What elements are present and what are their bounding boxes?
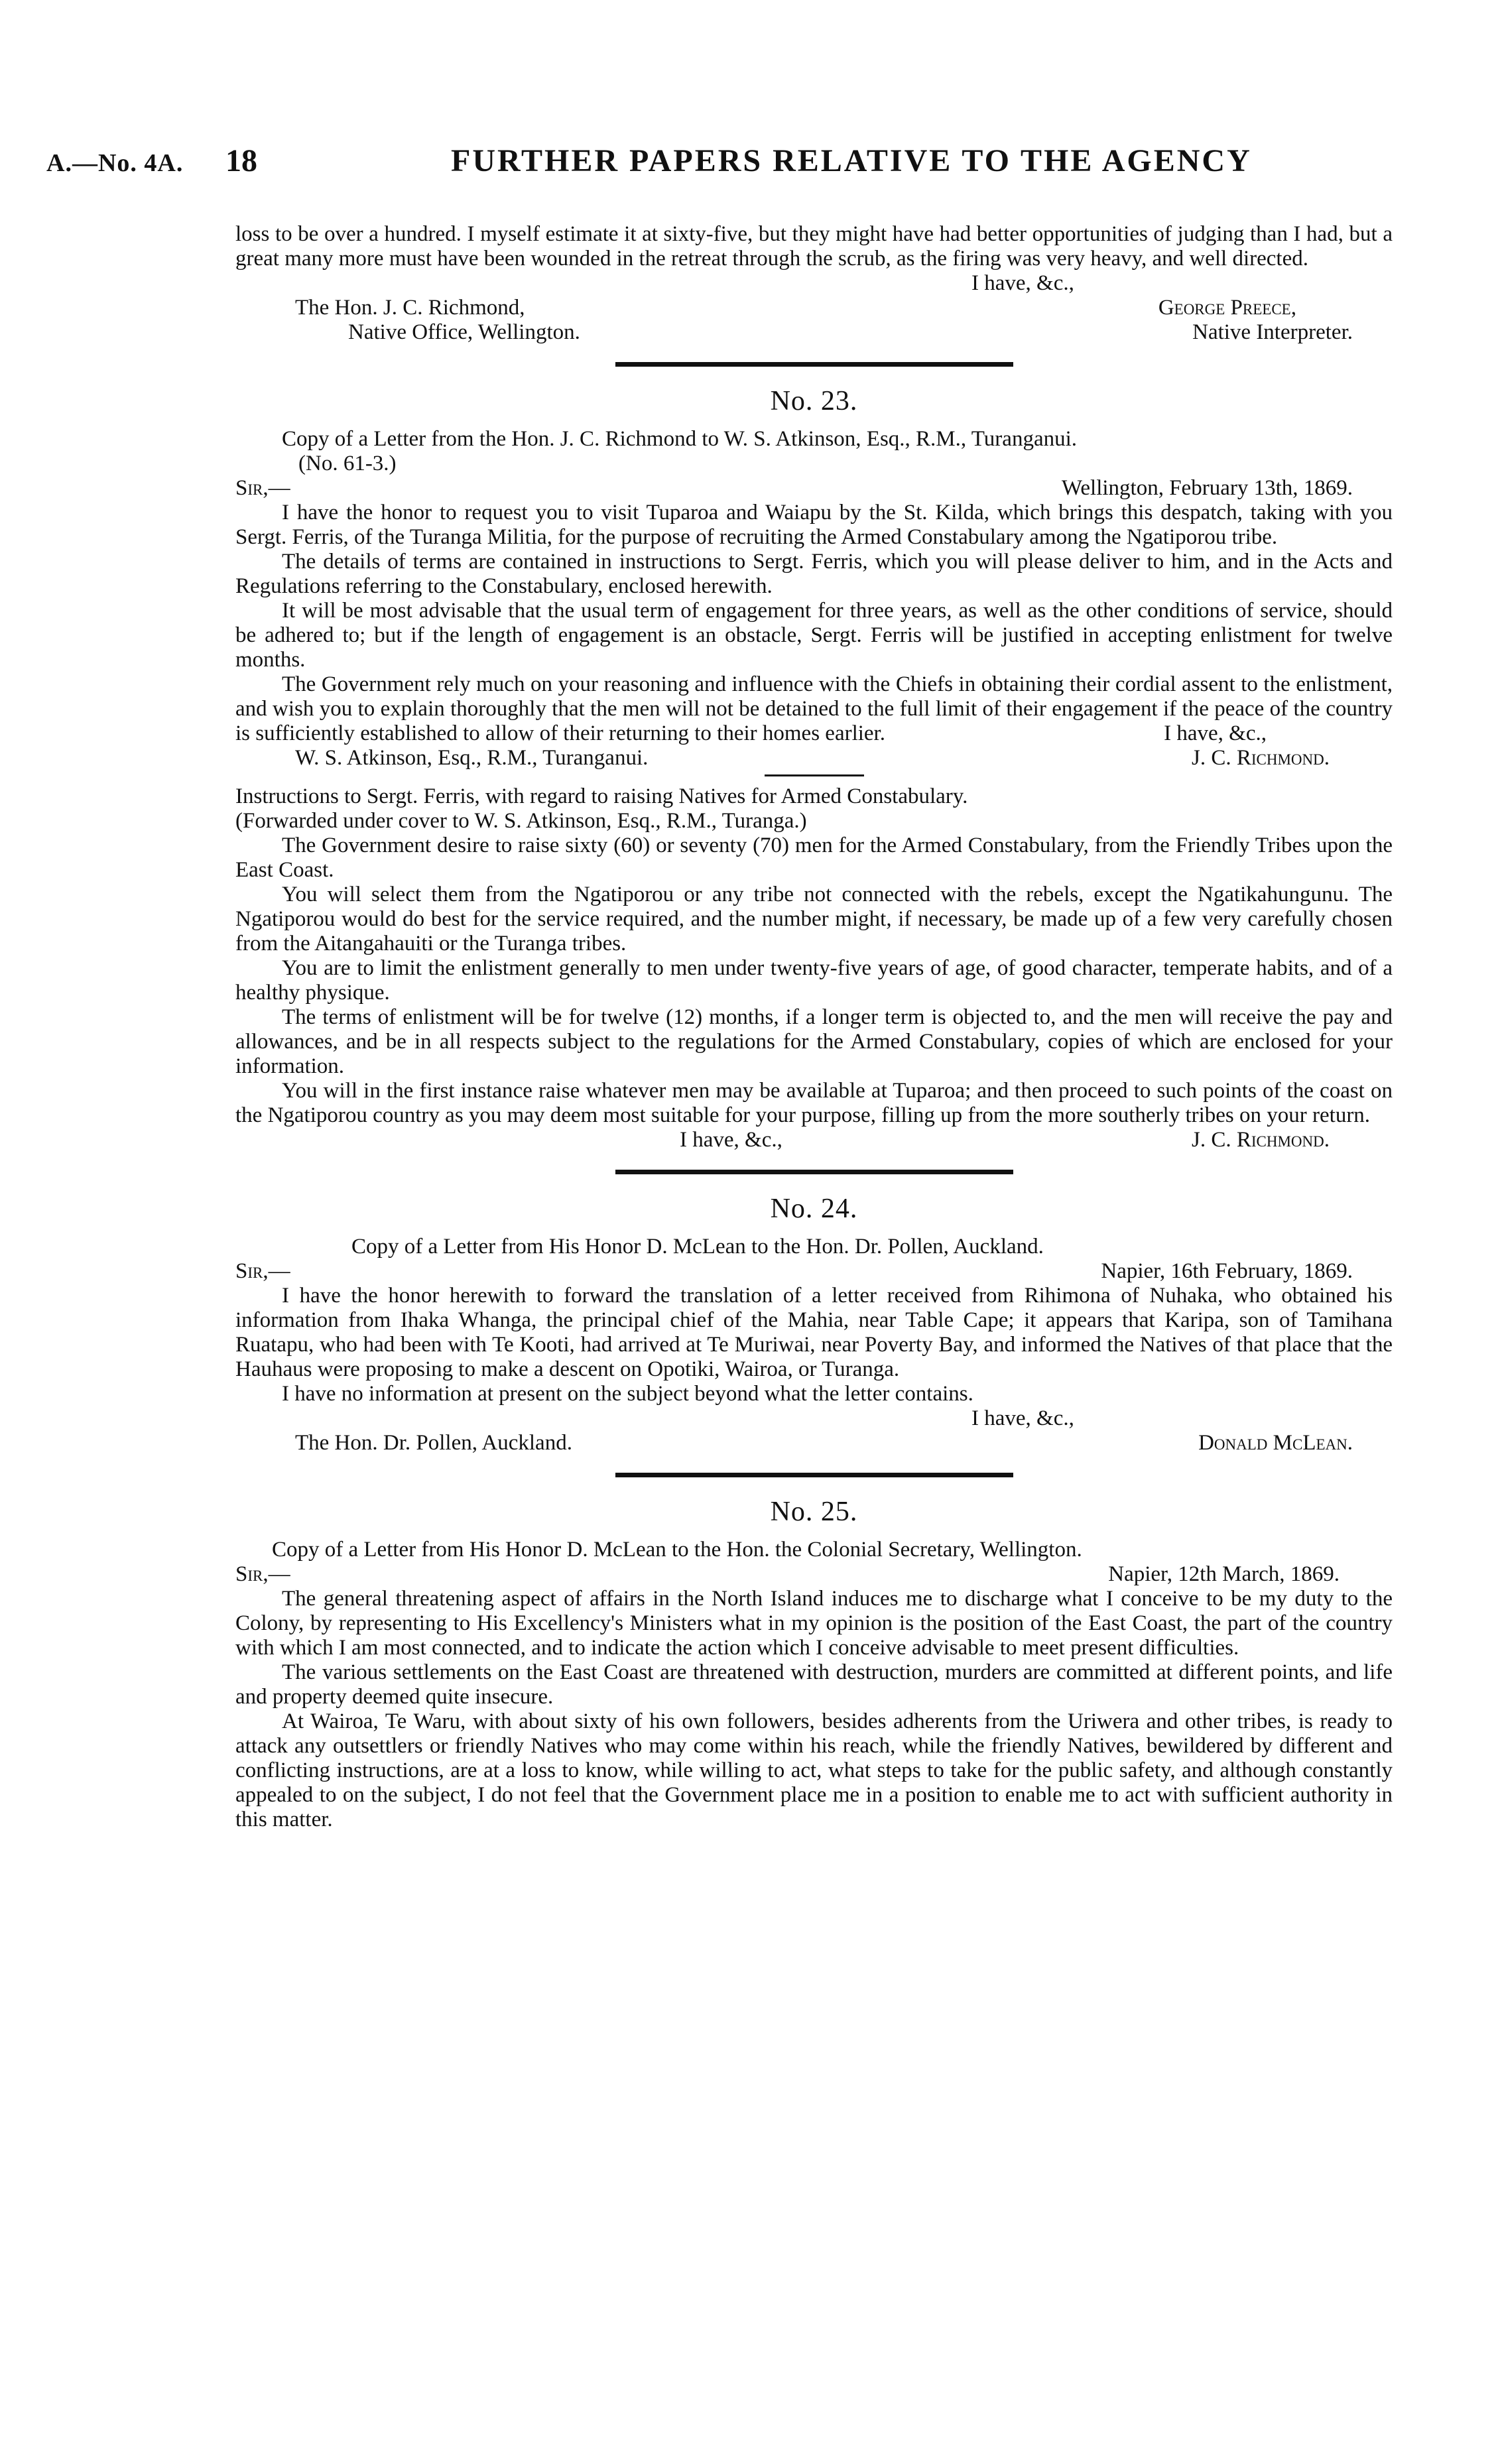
letter-title: Copy of a Letter from His Honor D. McLean to the Hon. the Colonial Secretary, Wellington. [272,1538,1082,1562]
intro-address-row-2 [235,320,1393,345]
running-title: FURTHER PAPERS RELATIVE TO THE AGENCY [451,143,1252,178]
paragraph: The Government rely much on your reasoning and influence with the Chiefs in obtaining their cordial assent to the enlistment, and wish you to explain thoroughly that the men will not be detained to the full limit of their engagement if the peace of the country is sufficiently established to allow of their returning to their homes earlier. I have, &c., [235,672,1393,745]
letter-heading: No. 24. [770,1194,858,1224]
addressee: The Hon. Dr. Pollen, Auckland. [295,1431,572,1455]
salutation-row [235,1259,1393,1284]
date-line: Wellington, February 13th, 1869. [1061,476,1353,500]
paragraph: The various settlements on the East Coast are threatened with destruction, murders are committed at different points, and life and property deemed quite insecure. [235,1660,1393,1709]
intro-addressee-2: Native Office, Wellington. [348,320,580,344]
paragraph: I have the honor to request you to visit Tuparoa and Waiapu by the St. Kilda, which brings this despatch, taking with you Sergt. Ferris, of the Turanga Militia, for the purpose of recruiting the Armed Constabulary among the Ngatiporou tribe. [235,501,1393,549]
document-number: A.—No. 4A. [46,149,184,177]
signer: Donald McLean. [1198,1431,1353,1455]
date-line: Napier, 16th February, 1869. [1101,1259,1353,1283]
letter-title: Copy of a Letter from the Hon. J. C. Richmond to W. S. Atkinson, Esq., R.M., Turanganui. [282,427,1078,451]
date-line: Napier, 12th March, 1869. [1108,1562,1340,1586]
salutation: Sir,— [235,1562,290,1586]
section-divider [615,1170,1013,1174]
instructions-title: Instructions to Sergt. Ferris, with regard to raising Natives for Armed Constabulary. [235,784,968,808]
page-body [235,222,1393,1832]
paragraph: At Wairoa, Te Waru, with about sixty of his own followers, besides adherents from the Uriwera and other tribes, is ready to attack any outsettlers or friendly Natives who may come within his reach, while the friendly Natives, bewildered by different and conflicting instructions, are at a loss to know, while willing to act, what steps to take for the public safety, and although constantly appealed to on the subject, I do not feel that the Government place me in a position to enable me to act with sufficient authority in this matter. [235,1709,1393,1831]
intro-section [235,222,1393,345]
closing-row [235,1431,1393,1455]
letter-no-25 [235,1497,1393,1832]
paragraph: You are to limit the enlistment generally to men under twenty-five years of age, of good character, temperate habits, and of a healthy physique. [235,956,1393,1005]
page-number: 18 [225,143,257,178]
letter-heading: No. 25. [770,1497,858,1527]
letter-no-24 [235,1194,1393,1455]
section-divider [615,362,1013,367]
sign-off: I have, &c., [971,1406,1074,1430]
closing-row [235,746,1393,770]
paragraph: It will be most advisable that the usual term of engagement for three years, as well as the other conditions of service, should be adhered to; but if the length of engagement is an obstacle, Sergt. Ferris will be justified in accepting enlistment for twelve months. [235,599,1393,672]
salutation-row [235,1562,1393,1587]
section-divider [615,1473,1013,1477]
instructions-subtitle: (Forwarded under cover to W. S. Atkinson, Esq., R.M., Turanga.) [235,809,807,833]
paragraph: The details of terms are contained in instructions to Sergt. Ferris, which you will please deliver to him, and in the Acts and Regulations referring to the Constabulary, enclosed herewith. [235,550,1393,598]
paragraph: The general threatening aspect of affairs in the North Island induces me to discharge what I conceive to be my duty to the Colony, by representing to His Excellency's Ministers what in my opinion is the position of the East Coast, the part of the country with which I am most connected, and to indicate the action which I conceive advisable to meet present difficulties. [235,1587,1393,1660]
intro-paragraph: loss to be over a hundred. I myself estimate it at sixty-five, but they might have had better opportunities of judging than I had, but a great many more must have been wounded in the retreat through the scrub, as the firing was very heavy, and well directed. [235,222,1393,271]
signer: J. C. Richmond. [1191,1128,1330,1152]
paragraph: You will select them from the Ngatiporou or any tribe not connected with the rebels, except the Ngatikahungunu. The Ngatiporou would do best for the service required, and the number might, if necessary, be made up of a few very carefully chosen from the Aitangahauiti or the Turanga tribes. [235,883,1393,955]
minor-divider [765,774,864,776]
sign-off: I have, &c., [680,1128,782,1152]
salutation: Sir,— [235,1259,290,1283]
paragraph: I have the honor herewith to forward the translation of a letter received from Rihimona of Nuhaka, who obtained his information from Ihaka Whanga, the principal chief of the Mahia, near Table Cape; it appears that Karipa, son of Tamihana Ruatapu, who had been with Te Kooti, had arrived at Te Muriwai, near Poverty Bay, and informed the Natives of that place that the Hauhaus were proposing to make a descent on Opotiki, Wairoa, or Turanga. [235,1284,1393,1381]
page-header [46,143,1454,191]
letter-title: Copy of a Letter from His Honor D. McLean to the Hon. Dr. Pollen, Auckland. [351,1235,1044,1259]
letter-reference: (No. 61-3.) [298,452,397,475]
intro-addressee-1: The Hon. J. C. Richmond, [295,296,525,320]
intro-signer-name: George Preece, [1158,296,1296,320]
intro-signer-title: Native Interpreter. [1192,320,1353,344]
addressee: W. S. Atkinson, Esq., R.M., Turanganui. [295,746,649,770]
paragraph: You will in the first instance raise whatever men may be available at Tuparoa; and then proceed to such points of the coast on the Ngatiporou country as you may deem most suitable for your purpose, filling up from the more southerly tribes on your return. [235,1079,1393,1127]
paragraph: I have no information at present on the subject beyond what the letter contains. [282,1382,973,1406]
letter-heading: No. 23. [770,386,858,416]
letter-no-23 [235,386,1393,770]
signer: J. C. Richmond. [1191,746,1330,770]
intro-address-row [235,296,1393,320]
sign-off: I have, &c., [1164,721,1267,745]
paragraph: The Government desire to raise sixty (60) or seventy (70) men for the Armed Constabulary, from the Friendly Tribes upon the East Coast. [235,833,1393,882]
salutation-row [235,476,1393,501]
intro-sign-off: I have, &c., [971,271,1074,295]
salutation: Sir,— [235,476,290,500]
closing-row [235,1128,1393,1152]
paragraph: The terms of enlistment will be for twelve (12) months, if a longer term is objected to, and the men will receive the pay and allowances, and be in all respects subject to the regulations for the Armed Constabulary, copies of which are enclosed for your information. [235,1005,1393,1078]
instructions-section [235,784,1393,1152]
